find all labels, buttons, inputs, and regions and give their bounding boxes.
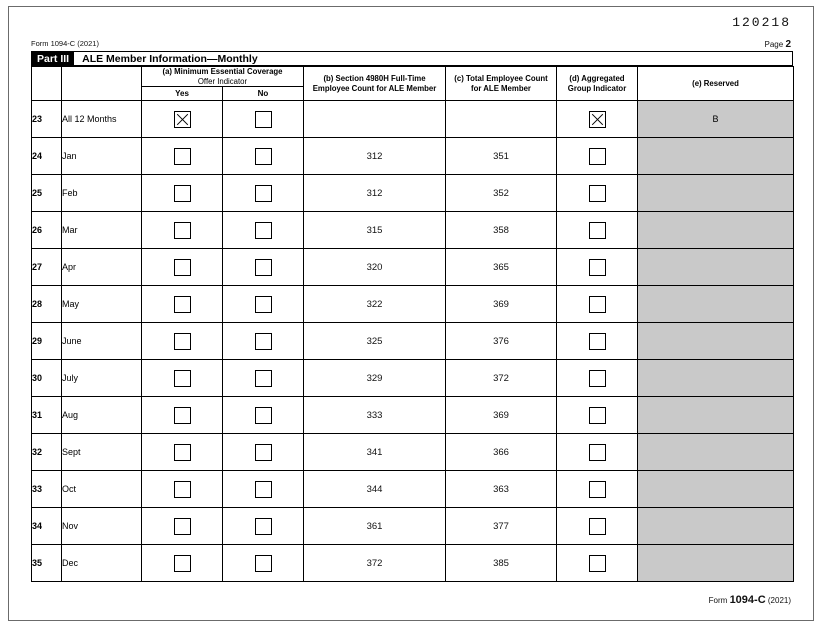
cell-total-employee-count[interactable]: 385 — [446, 545, 557, 582]
checkbox-mec-yes[interactable] — [174, 333, 191, 350]
cell-mec-yes[interactable] — [142, 212, 223, 249]
header-col-b-line1: (b) Section 4980H Full-Time — [323, 74, 426, 83]
cell-reserved — [638, 323, 794, 360]
header-col-a-line2: Offer Indicator — [197, 76, 248, 86]
cell-mec-no[interactable] — [223, 286, 304, 323]
checkbox-aggregated-group[interactable] — [589, 259, 606, 276]
cell-fulltime-count[interactable]: 312 — [304, 175, 446, 212]
cell-aggregated-group[interactable] — [557, 323, 638, 360]
row-month-label: Mar — [62, 212, 142, 249]
checkbox-aggregated-group[interactable] — [589, 555, 606, 572]
cell-reserved — [638, 212, 794, 249]
page-indicator — [765, 39, 791, 50]
checkbox-mec-no[interactable] — [255, 370, 272, 387]
header-col-d-line1: (d) Aggregated — [569, 74, 625, 83]
cell-total-employee-count[interactable]: 377 — [446, 508, 557, 545]
checkbox-mec-yes[interactable] — [174, 555, 191, 572]
cell-mec-no[interactable] — [223, 101, 304, 138]
cell-mec-no[interactable] — [223, 212, 304, 249]
row-number: 35 — [32, 545, 62, 582]
table-row — [32, 360, 794, 397]
table-header-row-1 — [32, 67, 794, 87]
header-no: No — [223, 87, 304, 101]
cell-mec-yes[interactable] — [142, 286, 223, 323]
header-col-e — [638, 67, 794, 101]
cell-mec-yes[interactable] — [142, 175, 223, 212]
cell-total-employee-count[interactable]: 376 — [446, 323, 557, 360]
row-number: 32 — [32, 434, 62, 471]
table-row — [32, 101, 794, 138]
table-row — [32, 138, 794, 175]
cell-mec-yes[interactable] — [142, 138, 223, 175]
checkbox-aggregated-group[interactable] — [589, 370, 606, 387]
cell-fulltime-count[interactable]: 361 — [304, 508, 446, 545]
table-row — [32, 249, 794, 286]
checkbox-mec-no[interactable] — [255, 222, 272, 239]
cell-aggregated-group[interactable] — [557, 101, 638, 138]
checkbox-mec-no[interactable] — [255, 185, 272, 202]
row-month-label: July — [62, 360, 142, 397]
cell-aggregated-group[interactable] — [557, 286, 638, 323]
checkbox-aggregated-group[interactable] — [589, 185, 606, 202]
table-row — [32, 545, 794, 582]
cell-reserved — [638, 508, 794, 545]
row-month-label: Sept — [62, 434, 142, 471]
cell-mec-no[interactable] — [223, 508, 304, 545]
cell-reserved — [638, 545, 794, 582]
cell-reserved — [638, 249, 794, 286]
cell-aggregated-group[interactable] — [557, 471, 638, 508]
row-month-label: Apr — [62, 249, 142, 286]
footer-prefix: Form — [708, 596, 728, 605]
cell-fulltime-count[interactable]: 344 — [304, 471, 446, 508]
row-number: 34 — [32, 508, 62, 545]
row-number: 25 — [32, 175, 62, 212]
table-body — [32, 101, 794, 582]
checkbox-mec-no[interactable] — [255, 111, 272, 128]
ale-monthly-table — [31, 66, 794, 582]
row-number: 24 — [32, 138, 62, 175]
row-month-label: June — [62, 323, 142, 360]
cell-mec-yes[interactable] — [142, 434, 223, 471]
row-month-label: Dec — [62, 545, 142, 582]
part-iii-header — [31, 51, 793, 66]
part-label: Part III — [32, 52, 74, 65]
header-col-c-line2: for ALE Member — [471, 83, 531, 93]
cell-reserved — [638, 360, 794, 397]
row-number: 26 — [32, 212, 62, 249]
cell-mec-yes[interactable] — [142, 397, 223, 434]
header-yes: Yes — [142, 87, 223, 101]
cell-mec-yes[interactable] — [142, 323, 223, 360]
cell-reserved — [638, 138, 794, 175]
header-blank-month — [62, 67, 142, 101]
checkbox-aggregated-group[interactable] — [589, 222, 606, 239]
header-col-b — [304, 67, 446, 101]
cell-mec-no[interactable] — [223, 545, 304, 582]
cell-aggregated-group[interactable] — [557, 175, 638, 212]
header-col-c-line1: (c) Total Employee Count — [454, 74, 548, 83]
cell-fulltime-count[interactable]: 325 — [304, 323, 446, 360]
row-month-label: Aug — [62, 397, 142, 434]
table-row — [32, 286, 794, 323]
cell-total-employee-count[interactable]: 369 — [446, 397, 557, 434]
footer-form-number: 1094-C — [729, 594, 766, 606]
checkbox-mec-no[interactable] — [255, 148, 272, 165]
table-row — [32, 397, 794, 434]
cell-fulltime-count[interactable]: 372 — [304, 545, 446, 582]
cell-reserved: B — [638, 101, 794, 138]
table-row — [32, 212, 794, 249]
header-col-a — [142, 67, 304, 87]
table-row — [32, 175, 794, 212]
part-title: ALE Member Information—Monthly — [82, 52, 258, 65]
checkbox-mec-yes[interactable] — [174, 185, 191, 202]
checkbox-mec-yes[interactable] — [174, 222, 191, 239]
row-number: 28 — [32, 286, 62, 323]
cell-mec-no[interactable] — [223, 434, 304, 471]
checkbox-aggregated-group[interactable] — [589, 148, 606, 165]
row-number: 33 — [32, 471, 62, 508]
checkbox-mec-no[interactable] — [255, 407, 272, 424]
footer-year: (2021) — [767, 596, 791, 605]
checkbox-mec-yes[interactable] — [174, 407, 191, 424]
checkbox-mec-no[interactable] — [255, 333, 272, 350]
checkbox-aggregated-group[interactable] — [589, 407, 606, 424]
header-col-a-line1: (a) Minimum Essential Coverage — [162, 67, 283, 76]
barcode-number: 120218 — [732, 15, 791, 30]
cell-aggregated-group[interactable] — [557, 212, 638, 249]
checkbox-mec-yes[interactable] — [174, 481, 191, 498]
cell-total-employee-count[interactable]: 363 — [446, 471, 557, 508]
checkbox-aggregated-group[interactable] — [589, 333, 606, 350]
checkbox-aggregated-group[interactable] — [589, 518, 606, 535]
cell-mec-yes[interactable] — [142, 545, 223, 582]
row-month-label: Oct — [62, 471, 142, 508]
row-month-label: Jan — [62, 138, 142, 175]
checkbox-aggregated-group[interactable] — [589, 481, 606, 498]
cell-mec-yes[interactable] — [142, 101, 223, 138]
row-month-label: May — [62, 286, 142, 323]
cell-total-employee-count[interactable]: 352 — [446, 175, 557, 212]
page-label: Page — [764, 40, 784, 49]
cell-total-employee-count[interactable]: 369 — [446, 286, 557, 323]
cell-fulltime-count[interactable]: 333 — [304, 397, 446, 434]
cell-mec-no[interactable] — [223, 471, 304, 508]
checkbox-mec-yes[interactable] — [174, 111, 191, 128]
cell-fulltime-count[interactable]: 312 — [304, 138, 446, 175]
cell-mec-yes[interactable] — [142, 508, 223, 545]
row-number: 27 — [32, 249, 62, 286]
cell-fulltime-count[interactable]: 320 — [304, 249, 446, 286]
checkbox-mec-no[interactable] — [255, 555, 272, 572]
checkbox-mec-no[interactable] — [255, 296, 272, 313]
cell-mec-yes[interactable] — [142, 471, 223, 508]
checkbox-mec-yes[interactable] — [174, 444, 191, 461]
header-col-d — [557, 67, 638, 101]
header-col-d-line2: Group Indicator — [567, 83, 627, 93]
cell-fulltime-count[interactable] — [304, 101, 446, 138]
cell-aggregated-group[interactable] — [557, 360, 638, 397]
cell-mec-no[interactable] — [223, 138, 304, 175]
checkbox-aggregated-group[interactable] — [589, 296, 606, 313]
cell-aggregated-group[interactable] — [557, 508, 638, 545]
checkbox-aggregated-group[interactable] — [589, 111, 606, 128]
cell-total-employee-count[interactable]: 366 — [446, 434, 557, 471]
form-sheet — [8, 6, 814, 621]
checkbox-mec-no[interactable] — [255, 481, 272, 498]
form-identifier: Form 1094-C (2021) — [31, 39, 99, 48]
row-month-label: Nov — [62, 508, 142, 545]
cell-total-employee-count[interactable] — [446, 101, 557, 138]
checkbox-mec-no[interactable] — [255, 259, 272, 276]
cell-mec-no[interactable] — [223, 360, 304, 397]
cell-mec-no[interactable] — [223, 249, 304, 286]
checkbox-mec-yes[interactable] — [174, 296, 191, 313]
row-number: 23 — [32, 101, 62, 138]
header-col-b-line2: Employee Count for ALE Member — [312, 83, 437, 93]
page-number: 2 — [785, 39, 791, 50]
cell-reserved — [638, 434, 794, 471]
header-col-c — [446, 67, 557, 101]
cell-aggregated-group[interactable] — [557, 545, 638, 582]
cell-reserved — [638, 471, 794, 508]
cell-fulltime-count[interactable]: 322 — [304, 286, 446, 323]
cell-reserved — [638, 397, 794, 434]
cell-mec-yes[interactable] — [142, 249, 223, 286]
cell-fulltime-count[interactable]: 315 — [304, 212, 446, 249]
row-number: 31 — [32, 397, 62, 434]
checkbox-aggregated-group[interactable] — [589, 444, 606, 461]
cell-fulltime-count[interactable]: 329 — [304, 360, 446, 397]
cell-aggregated-group[interactable] — [557, 249, 638, 286]
table-row — [32, 323, 794, 360]
cell-total-employee-count[interactable]: 372 — [446, 360, 557, 397]
cell-aggregated-group[interactable] — [557, 434, 638, 471]
table-row — [32, 434, 794, 471]
cell-reserved — [638, 286, 794, 323]
row-number: 30 — [32, 360, 62, 397]
checkbox-mec-yes[interactable] — [174, 148, 191, 165]
header-blank-rowno — [32, 67, 62, 101]
cell-mec-no[interactable] — [223, 175, 304, 212]
checkbox-mec-no[interactable] — [255, 518, 272, 535]
cell-total-employee-count[interactable]: 351 — [446, 138, 557, 175]
cell-aggregated-group[interactable] — [557, 397, 638, 434]
table-row — [32, 471, 794, 508]
checkbox-mec-yes[interactable] — [174, 259, 191, 276]
checkbox-mec-yes[interactable] — [174, 518, 191, 535]
checkbox-mec-yes[interactable] — [174, 370, 191, 387]
table-row — [32, 508, 794, 545]
header-col-e-label: (e) Reserved — [692, 78, 739, 88]
cell-total-employee-count[interactable]: 365 — [446, 249, 557, 286]
row-month-label: Feb — [62, 175, 142, 212]
checkbox-mec-no[interactable] — [255, 444, 272, 461]
cell-reserved — [638, 175, 794, 212]
cell-aggregated-group[interactable] — [557, 138, 638, 175]
cell-total-employee-count[interactable]: 358 — [446, 212, 557, 249]
row-number: 29 — [32, 323, 62, 360]
cell-mec-yes[interactable] — [142, 360, 223, 397]
row-month-label: All 12 Months — [62, 101, 142, 138]
cell-mec-no[interactable] — [223, 397, 304, 434]
form-footer — [709, 594, 791, 606]
cell-mec-no[interactable] — [223, 323, 304, 360]
cell-fulltime-count[interactable]: 341 — [304, 434, 446, 471]
